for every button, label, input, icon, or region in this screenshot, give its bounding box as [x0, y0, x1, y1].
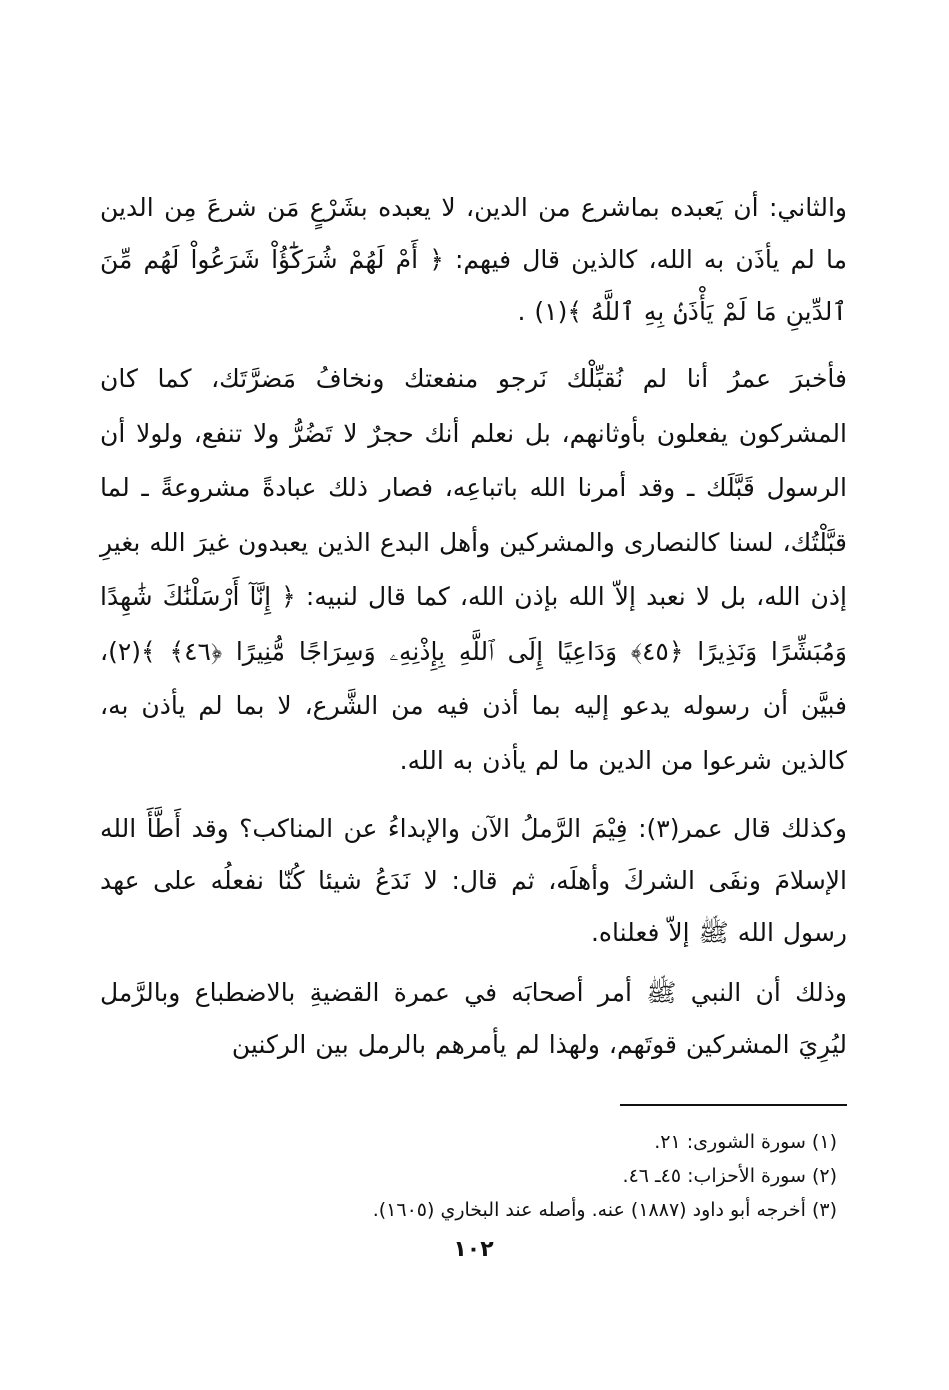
- footnote-3: (٣) أخرجه أبو داود (١٨٨٧) عنه. وأصله عند البخاري (١٦٠٥).: [372, 1199, 837, 1221]
- footnote-2: (٢) سورة الأحزاب: ٤٥ـ ٤٦.: [622, 1165, 837, 1187]
- paragraph-3: وكذلك قال عمر(٣): فِيْمَ الرَّملُ الآن والإبداءُ عن المناكب؟ وقد أَطَّأَ الله الإسلامَ ونفَى الشركَ وأهلَه، ثم قال: لا نَدَعُ شيئا كُنّا نفعلُه على عهد رسول الله ﷺ إلاّ فعلناه.: [100, 814, 847, 947]
- paragraph-4: وذلك أن النبي ﷺ أمر أصحابَه في عمرة القضيةِ بالاضطباع وبالرَّمل ليُرِيَ المشركين قوتَهم، ولهذا لم يأمرهم بالرمل بين الركنين: [100, 978, 847, 1059]
- paragraph-2: فأخبرَ عمرُ أنا لم نُقبِّلْك نَرجو منفعتك ونخافُ مَضرَّتَك، كما كان المشركون يفعلون بأوثانهم، بل نعلم أنك حجرٌ لا تَضُرُّ ولا تنفع، ولولا أن الرسول قَبَّلَك ـ وقد أمرنا الله باتباعِه، فصار ذلك عبادةً مشروعةً ـ لما قبَّلْتُك، لسنا كالنصارى والمشركين وأهل البدع الذين يعبدون غيرَ الله بغيرِ إذن الله، بل لا نعبد إلاّ الله بإذن الله، كما قال لنبيه: ﴿ إِنَّآ أَرْسَلْنَٰكَ شَٰهِدًا وَمُبَشِّرًا وَنَذِيرًا ﴿٤٥﴾ وَدَاعِيًا إِلَى ٱللَّهِ بِإِذْنِهِۦ وَسِرَاجًا مُّنِيرًا ﴿٤٦﴾ ﴾(٢)، فبيَّن أن رسوله يدعو إليه بما أذن فيه من الشَّرع، لا بما لم يأذن به، كالذين شرعوا من الدين ما لم يأذن به الله.: [100, 364, 847, 775]
- book-page: [100, 0, 847, 1390]
- footnote-divider: [620, 1104, 847, 1106]
- page-number: ١٠٢: [453, 1237, 494, 1262]
- footnotes-list: [100, 1125, 837, 1227]
- paragraph-1: والثاني: أن يَعبده بماشرع من الدين، لا يعبده بشَرْعٍ مَن شرعَ مِن الدين ما لم يأذَن به الله، كالذين قال فيهم: ﴿ أَمْ لَهُمْ شُرَكَٰٓؤُاْ شَرَعُواْ لَهُم مِّنَ ٱلدِّينِ مَا لَمْ يَأْذَنۢ بِهِ ٱللَّهُ ﴾(١) .: [100, 193, 847, 326]
- footnote-1: (١) سورة الشورى: ٢١.: [654, 1131, 837, 1153]
